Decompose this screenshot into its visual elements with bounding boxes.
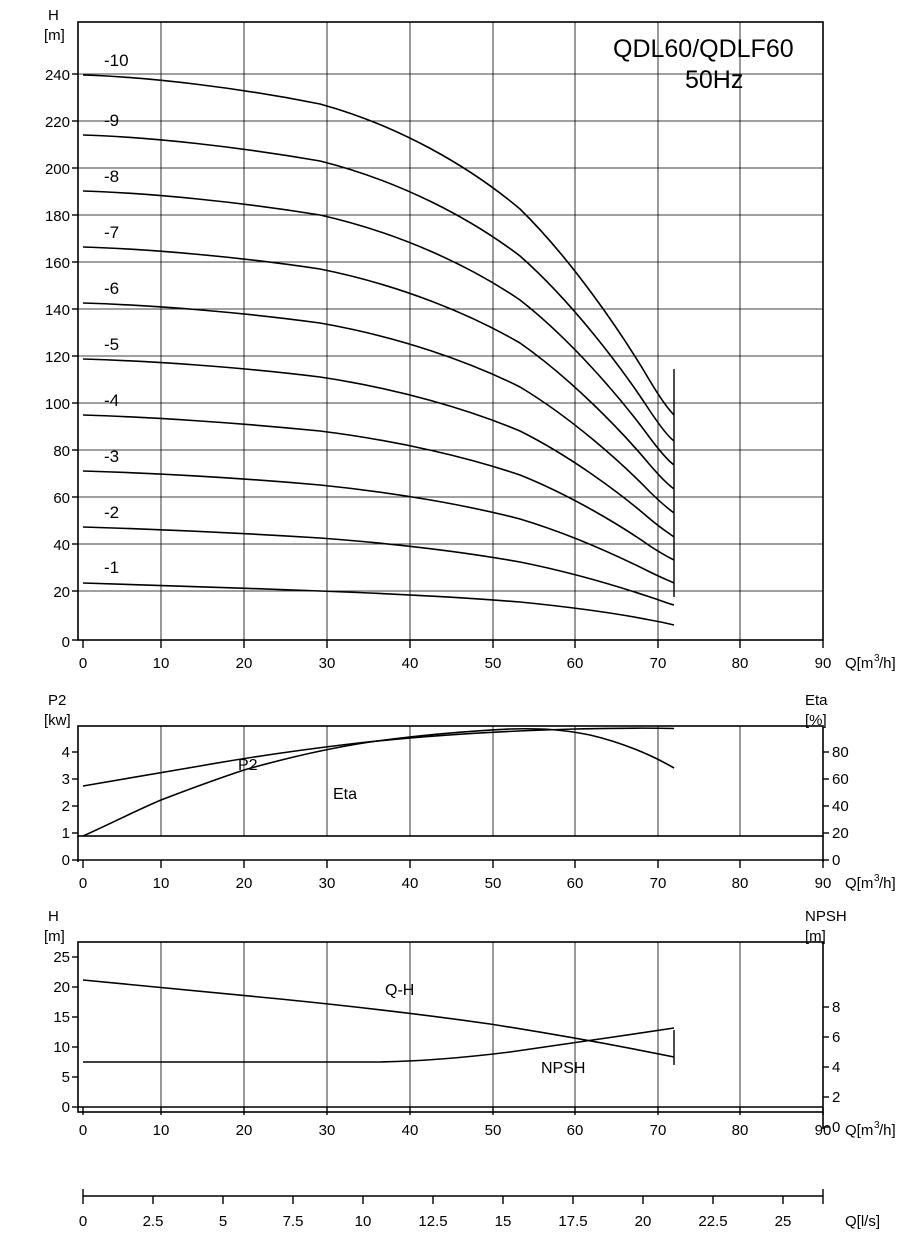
p2-xtick-10: 10 — [152, 875, 170, 892]
npsh-xtick-20: 20 — [235, 1122, 253, 1139]
ytick-marks-p2 — [72, 752, 78, 860]
npsh-ytick-6: 6 — [832, 1029, 841, 1046]
stage-label-6: -6 — [104, 279, 120, 298]
stage-label-10: -10 — [104, 51, 129, 70]
axis-label-npsh-unit: [m] — [805, 928, 826, 945]
ytick-20: 20 — [53, 584, 70, 601]
ls-tick-15: 15 — [494, 1213, 512, 1230]
ls-tick-20: 20 — [634, 1213, 652, 1230]
ytick-120: 120 — [44, 349, 70, 366]
plot-frame-p2 — [78, 726, 823, 836]
p2-ytick-0: 0 — [61, 852, 70, 869]
ls-tick-labels — [79, 1213, 792, 1230]
stage-label-2: -2 — [104, 503, 120, 522]
xtick-marks-p2 — [83, 860, 823, 868]
ls-tick-22p5: 22.5 — [698, 1213, 728, 1230]
q-m3h-p2: Q[m — [845, 875, 874, 892]
stage-label-8: -8 — [104, 167, 120, 186]
qh-ytick-25: 25 — [53, 949, 70, 966]
npsh-xtick-60: 60 — [566, 1122, 584, 1139]
axis-label-h-symbol: H — [48, 7, 59, 24]
ytick-160: 160 — [44, 255, 70, 272]
yaxis-labels-npsh — [832, 999, 840, 1136]
p2-ytick-3: 3 — [61, 771, 70, 788]
npsh-xtick-90: 90 — [814, 1122, 832, 1139]
axis-label-p2-symbol: P2 — [48, 692, 67, 709]
eta-ytick-80: 80 — [832, 744, 849, 761]
npsh-xtick-0: 0 — [78, 1122, 88, 1139]
flow-ls-scale — [79, 1189, 880, 1230]
head-curve-3 — [83, 471, 674, 583]
xtick-20: 20 — [235, 655, 253, 672]
ytick-marks-eta — [823, 752, 829, 860]
chart-power-efficiency — [44, 692, 896, 892]
q-m3h-head: Q[m — [845, 655, 874, 672]
qh-npsh-annotations — [385, 982, 585, 1077]
xtick-50: 50 — [484, 655, 502, 672]
chart-qh-npsh — [44, 908, 896, 1139]
axis-label-h2-symbol: H — [48, 908, 59, 925]
q-m3h-sup-p2: 3 — [874, 873, 880, 884]
qh-npsh-curve-group — [83, 980, 674, 1062]
p2-xtick-70: 70 — [649, 875, 667, 892]
p2-eta-curve-group — [83, 728, 674, 836]
head-curve-7 — [83, 247, 674, 489]
xaxis-labels-head — [79, 655, 832, 672]
stage-label-4: -4 — [104, 391, 120, 410]
annotation-p2: P2 — [238, 757, 258, 774]
q-m3h-tail-head: /h] — [879, 655, 896, 672]
head-curve-8 — [83, 191, 674, 465]
xaxis-caption-p2 — [845, 873, 896, 892]
ls-tick-7p5: 7.5 — [282, 1213, 304, 1230]
p2-xtick-50: 50 — [484, 875, 502, 892]
ytick-60: 60 — [53, 490, 70, 507]
npsh-ytick-2: 2 — [832, 1089, 841, 1106]
qh-ytick-0: 0 — [61, 1099, 70, 1116]
eta-ytick-0: 0 — [832, 852, 841, 869]
npsh-xtick-30: 30 — [318, 1122, 336, 1139]
ytick-0: 0 — [61, 634, 70, 651]
xtick-70: 70 — [649, 655, 667, 672]
xtick-marks-head — [83, 640, 823, 648]
qh-curve — [83, 980, 674, 1057]
stage-label-9: -9 — [104, 111, 120, 130]
annotation-qh: Q-H — [385, 982, 415, 999]
stage-label-7: -7 — [104, 223, 120, 242]
q-m3h-npsh: Q[m — [845, 1122, 874, 1139]
title-line-1: QDL60/QDLF60 — [613, 35, 794, 63]
ytick-180: 180 — [44, 208, 70, 225]
p2-xtick-90: 90 — [814, 875, 832, 892]
head-curve-1 — [83, 583, 674, 625]
qh-ytick-20: 20 — [53, 979, 70, 996]
axis-label-npsh-symbol: NPSH — [805, 908, 847, 925]
head-curve-5 — [83, 359, 674, 537]
axis-label-eta-symbol: Eta — [805, 692, 828, 709]
npsh-xtick-50: 50 — [484, 1122, 502, 1139]
xaxis-labels-p2 — [79, 875, 832, 892]
plot-frame-npsh — [78, 942, 823, 1112]
eta-curve — [83, 729, 674, 836]
axis-label-h-unit: [m] — [44, 27, 65, 44]
eta-ytick-40: 40 — [832, 798, 849, 815]
q-m3h-sup-npsh: 3 — [874, 1120, 880, 1131]
stage-labels — [104, 51, 129, 577]
yaxis-labels-head — [45, 67, 70, 651]
ls-tick-10: 10 — [354, 1213, 372, 1230]
q-m3h-tail-npsh: /h] — [879, 1122, 896, 1139]
axis-label-eta-unit: [%] — [805, 712, 827, 729]
npsh-xtick-80: 80 — [731, 1122, 749, 1139]
ytick-40: 40 — [53, 537, 70, 554]
q-m3h-sup-head: 3 — [874, 653, 880, 664]
head-curve-6 — [83, 303, 674, 513]
gridlines-vertical-npsh — [161, 942, 740, 1112]
eta-ytick-20: 20 — [832, 825, 849, 842]
stage-label-5: -5 — [104, 335, 120, 354]
yaxis-labels-qh — [53, 949, 70, 1116]
npsh-xtick-40: 40 — [401, 1122, 419, 1139]
xtick-10: 10 — [152, 655, 170, 672]
ls-tick-2p5: 2.5 — [142, 1213, 164, 1230]
p2-ytick-2: 2 — [61, 798, 70, 815]
qh-ytick-15: 15 — [53, 1009, 70, 1026]
npsh-xtick-70: 70 — [649, 1122, 667, 1139]
ytick-240: 240 — [44, 67, 70, 84]
xaxis-labels-npsh — [79, 1122, 832, 1139]
chart-title — [613, 35, 794, 94]
plot-frame-head — [78, 22, 823, 640]
ytick-100: 100 — [44, 396, 70, 413]
gridlines-vertical-p2 — [161, 726, 740, 836]
yaxis-labels-eta — [832, 744, 849, 869]
title-line-2: 50Hz — [685, 66, 744, 94]
xtick-30: 30 — [318, 655, 336, 672]
axis-label-h2-unit: [m] — [44, 928, 65, 945]
xtick-90: 90 — [814, 655, 832, 672]
head-curve-10 — [83, 75, 674, 415]
npsh-ytick-4: 4 — [832, 1059, 841, 1076]
ytick-140: 140 — [44, 302, 70, 319]
stage-label-3: -3 — [104, 447, 120, 466]
annotation-eta: Eta — [333, 786, 358, 803]
ytick-marks-qh — [72, 957, 78, 1107]
p2-xtick-0: 0 — [78, 875, 88, 892]
npsh-ytick-0: 0 — [832, 1119, 841, 1136]
p2-xtick-20: 20 — [235, 875, 253, 892]
xaxis-caption-head — [845, 653, 896, 672]
annotation-npsh: NPSH — [541, 1060, 586, 1077]
ls-tick-25: 25 — [774, 1213, 792, 1230]
head-curve-group — [83, 75, 674, 625]
head-curve-4 — [83, 415, 674, 560]
ytick-200: 200 — [44, 161, 70, 178]
ytick-marks-npsh — [823, 1007, 829, 1127]
xtick-marks-npsh — [83, 1107, 823, 1115]
p2-xtick-40: 40 — [401, 875, 419, 892]
ytick-220: 220 — [44, 114, 70, 131]
p2-ytick-4: 4 — [61, 744, 70, 761]
p2-xtick-30: 30 — [318, 875, 336, 892]
qh-ytick-5: 5 — [61, 1069, 70, 1086]
eta-ytick-60: 60 — [832, 771, 849, 788]
npsh-xtick-10: 10 — [152, 1122, 170, 1139]
gridlines-horizontal-head — [78, 74, 823, 591]
ytick-80: 80 — [53, 443, 70, 460]
qh-ytick-10: 10 — [53, 1039, 70, 1056]
axis-label-p2-unit: [kw] — [44, 712, 71, 729]
xtick-80: 80 — [731, 655, 749, 672]
p2-xtick-60: 60 — [566, 875, 584, 892]
npsh-curve — [83, 1028, 674, 1062]
xtick-0: 0 — [78, 655, 88, 672]
xtick-40: 40 — [401, 655, 419, 672]
p2-ytick-1: 1 — [61, 825, 70, 842]
ls-tick-12p5: 12.5 — [418, 1213, 448, 1230]
ls-tick-5: 5 — [218, 1213, 228, 1230]
chart-head-curves — [44, 7, 896, 672]
ls-axis-caption: Q[l/s] — [845, 1213, 881, 1230]
ls-tick-0: 0 — [78, 1213, 88, 1230]
stage-label-1: -1 — [104, 558, 120, 577]
ls-tick-17p5: 17.5 — [558, 1213, 588, 1230]
head-curve-9 — [83, 135, 674, 441]
p2-eta-annotations — [238, 757, 357, 803]
p2-curve — [83, 728, 674, 786]
p2-xtick-80: 80 — [731, 875, 749, 892]
q-m3h-tail-p2: /h] — [879, 875, 896, 892]
xaxis-caption-npsh — [845, 1120, 896, 1139]
npsh-ytick-8: 8 — [832, 999, 841, 1016]
yaxis-labels-p2 — [62, 744, 70, 869]
ytick-marks-head — [72, 74, 78, 640]
xtick-60: 60 — [566, 655, 584, 672]
